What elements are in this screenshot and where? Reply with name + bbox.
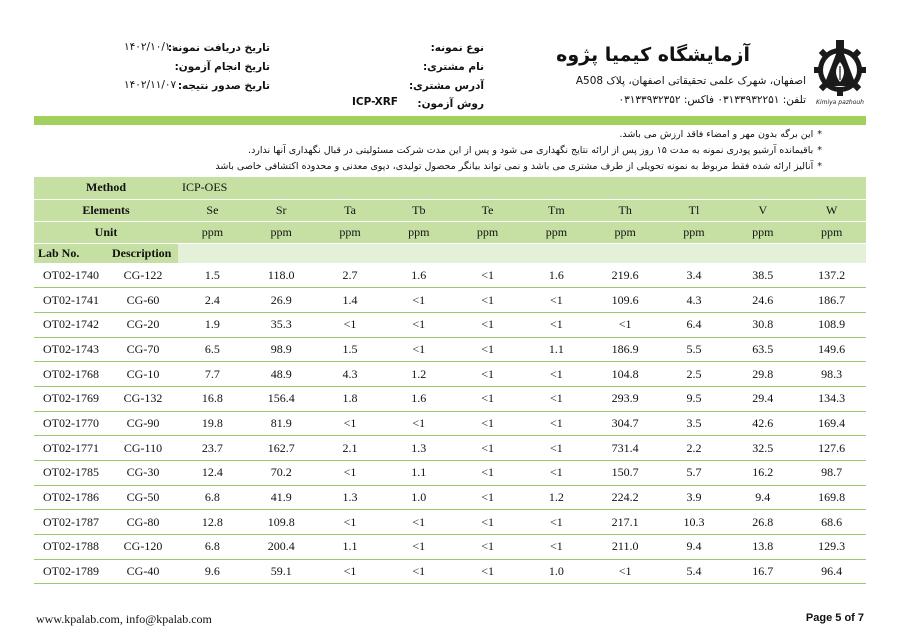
description-cell: CG-132 [108,386,178,411]
value-cell: <1 [316,312,385,337]
lab-no-cell: OT02-1769 [34,386,108,411]
value-cell: 1.2 [384,362,453,387]
value-cell: <1 [384,288,453,313]
value-cell: 98.3 [797,362,866,387]
value-cell: 6.5 [178,337,247,362]
value-cell: 12.4 [178,461,247,486]
value-cell: 1.0 [384,485,453,510]
test-method-value: ICP-XRF [352,96,398,108]
report-header [0,0,900,116]
value-cell: <1 [453,312,522,337]
value-cell: 1.2 [522,485,591,510]
value-cell: <1 [453,263,522,288]
unit-cell: ppm [660,221,729,243]
value-cell: 19.8 [178,411,247,436]
value-cell: <1 [522,362,591,387]
description-cell: CG-90 [108,411,178,436]
value-cell: 217.1 [591,510,660,535]
value-cell: <1 [522,510,591,535]
sample-type-label: نوع نمونه: [430,42,484,54]
value-cell: 1.1 [384,461,453,486]
value-cell: <1 [453,386,522,411]
value-cell: <1 [522,436,591,461]
unit-cell: ppm [453,221,522,243]
value-cell: 109.6 [591,288,660,313]
value-cell: 70.2 [247,461,316,486]
lab-no-cell: OT02-1786 [34,485,108,510]
table-row [34,510,866,535]
value-cell: 59.1 [247,559,316,584]
lab-no-cell: OT02-1740 [34,263,108,288]
page-number: Page 5 of 7 [805,612,864,624]
units-row [34,221,866,243]
value-cell: 186.7 [797,288,866,313]
value-cell: <1 [316,411,385,436]
element-header: W [797,199,866,221]
value-cell: <1 [591,559,660,584]
element-header: Se [178,199,247,221]
value-cell: 41.9 [247,485,316,510]
table-row [34,386,866,411]
lab-no-header: Lab No. [34,243,108,263]
note-1: *این برگه بدون مهر و امضاء فاقد ارزش می باشد. [619,129,822,140]
lab-name: آزمایشگاه کیمیا پژوه [556,44,750,66]
value-cell: 42.6 [728,411,797,436]
lab-no-cell: OT02-1788 [34,535,108,560]
lab-header-row [34,243,866,263]
value-cell: 1.3 [316,485,385,510]
value-cell: 13.8 [728,535,797,560]
logo-caption: Kimiya pazhouh [816,99,864,106]
table-row [34,337,866,362]
customer-address-label: آدرس مشتری: [408,80,484,92]
value-cell: 9.6 [178,559,247,584]
table-row [34,461,866,486]
value-cell: <1 [453,288,522,313]
note-2: *باقیمانده آرشیو پودری نمونه به مدت ۱۵ روز پس از ارائه نتایج نگهداری می شود و پس از این مدت شرکت مسئولیتی در قبال نگهداری آنها ندارد. [248,145,822,156]
value-cell: 200.4 [247,535,316,560]
value-cell: 16.7 [728,559,797,584]
value-cell: 26.8 [728,510,797,535]
description-cell: CG-120 [108,535,178,560]
value-cell: 731.4 [591,436,660,461]
customer-name-label: نام مشتری: [422,61,484,73]
value-cell: 149.6 [797,337,866,362]
value-cell: 3.4 [660,263,729,288]
unit-cell: ppm [316,221,385,243]
element-header: Sr [247,199,316,221]
value-cell: <1 [384,559,453,584]
lab-no-cell: OT02-1743 [34,337,108,362]
receive-date-value: ۱۴۰۲/۱۰/۱۰ [124,41,177,53]
value-cell: 30.8 [728,312,797,337]
value-cell: 26.9 [247,288,316,313]
note-1-text: این برگه بدون مهر و امضاء فاقد ارزش می باشد. [619,129,814,140]
value-cell: 129.3 [797,535,866,560]
footer-contact: www.kpalab.com, info@kpalab.com [36,612,212,626]
header-divider [34,116,866,125]
value-cell: 12.8 [178,510,247,535]
table-row [34,362,866,387]
description-header: Description [108,243,178,263]
value-cell: 23.7 [178,436,247,461]
value-cell: 81.9 [247,411,316,436]
value-cell: 156.4 [247,386,316,411]
value-cell: 9.4 [660,535,729,560]
description-cell: CG-60 [108,288,178,313]
lab-no-cell: OT02-1787 [34,510,108,535]
value-cell: 35.3 [247,312,316,337]
value-cell: <1 [522,386,591,411]
note-3: *آنالیز ارائه شده فقط مربوط به نمونه تحویلی از طرف مشتری می باشد و نمی تواند بیانگر محصول تولیدی، دپوی معدنی و محدوده اکتشافی خاصی باشد [215,161,822,172]
unit-cell: ppm [728,221,797,243]
value-cell: 16.8 [178,386,247,411]
element-header: Tl [660,199,729,221]
table-row [34,411,866,436]
value-cell: 98.9 [247,337,316,362]
description-cell: CG-80 [108,510,178,535]
value-cell: 9.5 [660,386,729,411]
value-cell: 7.7 [178,362,247,387]
value-cell: 150.7 [591,461,660,486]
table-row [34,559,866,584]
value-cell: 2.4 [178,288,247,313]
value-cell: 1.6 [522,263,591,288]
value-cell: 1.6 [384,263,453,288]
value-cell: 96.4 [797,559,866,584]
lab-logo-icon [812,36,868,108]
value-cell: 1.5 [178,263,247,288]
value-cell: <1 [453,559,522,584]
value-cell: 134.3 [797,386,866,411]
value-cell: 219.6 [591,263,660,288]
value-cell: <1 [453,535,522,560]
value-cell: <1 [591,312,660,337]
lab-no-cell: OT02-1770 [34,411,108,436]
value-cell: 68.6 [797,510,866,535]
element-header: Tm [522,199,591,221]
value-cell: 4.3 [316,362,385,387]
description-cell: CG-20 [108,312,178,337]
value-cell: <1 [316,461,385,486]
value-cell: 2.7 [316,263,385,288]
value-cell: 1.1 [316,535,385,560]
value-cell: 10.3 [660,510,729,535]
method-row [34,177,866,199]
value-cell: <1 [384,411,453,436]
value-cell: 1.4 [316,288,385,313]
value-cell: 63.5 [728,337,797,362]
element-header: Th [591,199,660,221]
unit-cell: ppm [522,221,591,243]
element-header: Ta [316,199,385,221]
value-cell: 104.8 [591,362,660,387]
element-header: Tb [384,199,453,221]
element-header: Te [453,199,522,221]
value-cell: 6.4 [660,312,729,337]
table-row [34,312,866,337]
value-cell: 5.7 [660,461,729,486]
description-cell: CG-110 [108,436,178,461]
value-cell: <1 [384,312,453,337]
value-cell: 1.5 [316,337,385,362]
elements-label: Elements [34,199,178,221]
value-cell: <1 [384,535,453,560]
value-cell: <1 [522,411,591,436]
value-cell: 2.1 [316,436,385,461]
value-cell: <1 [453,510,522,535]
test-date-label: تاریخ انجام آزمون: [174,61,270,73]
element-header: V [728,199,797,221]
description-cell: CG-10 [108,362,178,387]
unit-cell: ppm [797,221,866,243]
test-method-label: روش آزمون: [417,98,484,110]
value-cell: 9.4 [728,485,797,510]
value-cell: <1 [453,461,522,486]
issue-date-label: تاریخ صدور نتیجه: [177,80,270,92]
value-cell: 1.8 [316,386,385,411]
value-cell: 29.4 [728,386,797,411]
results-table [34,177,866,584]
unit-cell: ppm [384,221,453,243]
value-cell: <1 [384,510,453,535]
value-cell: 2.2 [660,436,729,461]
value-cell: 3.5 [660,411,729,436]
value-cell: 109.8 [247,510,316,535]
value-cell: <1 [384,337,453,362]
value-cell: 1.3 [384,436,453,461]
value-cell: <1 [453,337,522,362]
value-cell: <1 [522,535,591,560]
table-row [34,436,866,461]
value-cell: 38.5 [728,263,797,288]
lab-phone: تلفن: ۰۳۱۳۳۹۳۲۲۵۱ فاکس: ۰۳۱۳۳۹۳۲۳۵۲ [618,94,806,106]
unit-cell: ppm [591,221,660,243]
value-cell: 1.6 [384,386,453,411]
value-cell: 16.2 [728,461,797,486]
value-cell: <1 [522,288,591,313]
lab-header-fill [178,243,866,263]
elements-row [34,199,866,221]
value-cell: 4.3 [660,288,729,313]
table-row [34,535,866,560]
unit-cell: ppm [247,221,316,243]
value-cell: 5.5 [660,337,729,362]
value-cell: 2.5 [660,362,729,387]
table-row [34,263,866,288]
unit-label: Unit [34,221,178,243]
value-cell: <1 [453,411,522,436]
value-cell: 32.5 [728,436,797,461]
value-cell: 1.1 [522,337,591,362]
lab-no-cell: OT02-1785 [34,461,108,486]
method-label: Method [34,177,178,199]
value-cell: 211.0 [591,535,660,560]
value-cell: 6.8 [178,485,247,510]
lab-no-cell: OT02-1742 [34,312,108,337]
value-cell: 127.6 [797,436,866,461]
value-cell: <1 [316,510,385,535]
issue-date-value: ۱۴۰۲/۱۱/۰۷ [124,79,177,91]
value-cell: 1.9 [178,312,247,337]
description-cell: CG-122 [108,263,178,288]
description-cell: CG-50 [108,485,178,510]
lab-no-cell: OT02-1771 [34,436,108,461]
value-cell: 186.9 [591,337,660,362]
value-cell: 169.8 [797,485,866,510]
value-cell: 3.9 [660,485,729,510]
value-cell: <1 [316,559,385,584]
value-cell: 48.9 [247,362,316,387]
description-cell: CG-40 [108,559,178,584]
note-3-text: آنالیز ارائه شده فقط مربوط به نمونه تحویلی از طرف مشتری می باشد و نمی تواند بیانگر محصول تولیدی، دپوی معدنی و محدوده اکتشافی خاصی باشد [215,161,814,172]
value-cell: 98.7 [797,461,866,486]
lab-no-cell: OT02-1768 [34,362,108,387]
value-cell: 169.4 [797,411,866,436]
description-cell: CG-30 [108,461,178,486]
lab-address: اصفهان، شهرک علمی تحقیقاتی اصفهان، پلاک A508 [575,75,806,87]
value-cell: 108.9 [797,312,866,337]
value-cell: 1.0 [522,559,591,584]
description-cell: CG-70 [108,337,178,362]
value-cell: <1 [453,485,522,510]
method-value: ICP-OES [178,177,866,199]
table-row [34,485,866,510]
value-cell: 6.8 [178,535,247,560]
receive-date-label: تاریخ دریافت نمونه: [167,42,270,54]
value-cell: 29.8 [728,362,797,387]
table-row [34,288,866,313]
unit-cell: ppm [178,221,247,243]
value-cell: 304.7 [591,411,660,436]
value-cell: <1 [522,312,591,337]
value-cell: 162.7 [247,436,316,461]
note-2-text: باقیمانده آرشیو پودری نمونه به مدت ۱۵ روز پس از ارائه نتایج نگهداری می شود و پس از این مدت شرکت مسئولیتی در قبال نگهداری آنها ندارد. [248,145,814,156]
value-cell: <1 [453,436,522,461]
value-cell: 137.2 [797,263,866,288]
value-cell: 5.4 [660,559,729,584]
value-cell: 224.2 [591,485,660,510]
value-cell: <1 [453,362,522,387]
lab-no-cell: OT02-1741 [34,288,108,313]
lab-no-cell: OT02-1789 [34,559,108,584]
value-cell: 24.6 [728,288,797,313]
value-cell: <1 [522,461,591,486]
value-cell: 118.0 [247,263,316,288]
value-cell: 293.9 [591,386,660,411]
